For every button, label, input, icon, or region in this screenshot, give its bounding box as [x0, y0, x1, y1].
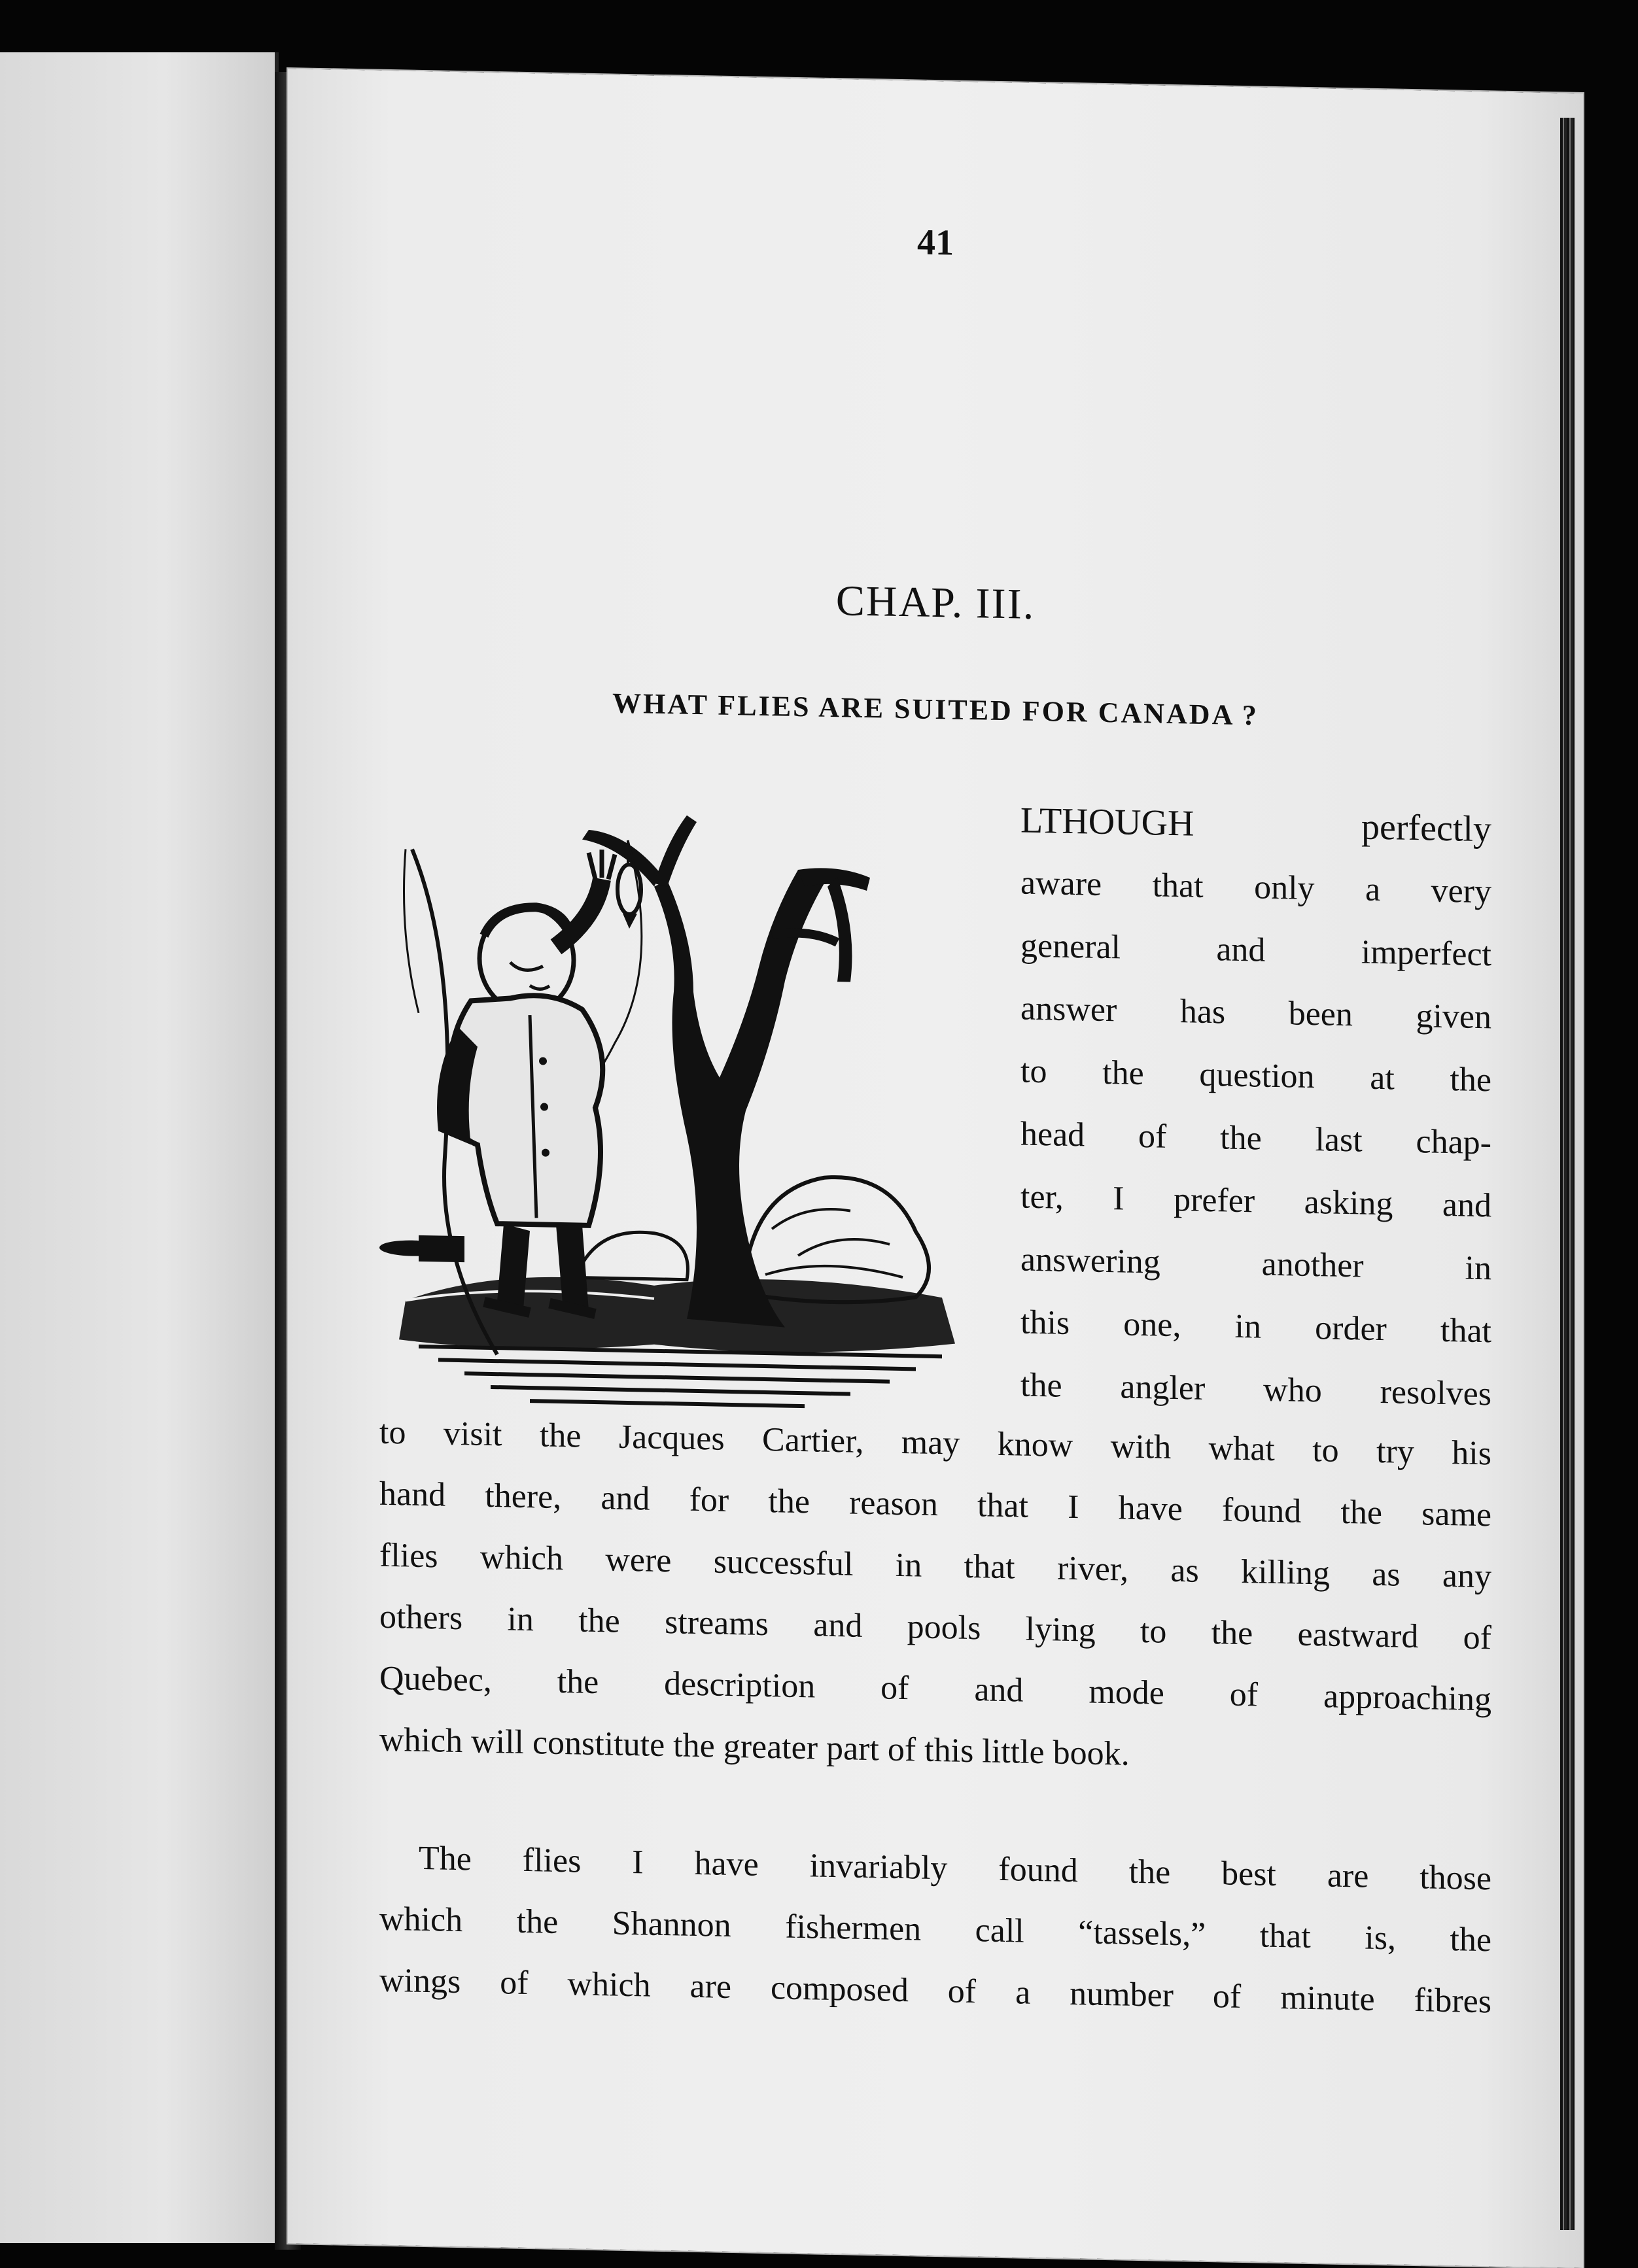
text-line: which the Shannon fishermen call “tassels,” that is, the — [379, 1900, 1491, 1959]
angler-woodcut-illustration — [379, 764, 994, 1469]
text-line: others in the streams and pools lying to the eastward of — [379, 1598, 1491, 1657]
second-paragraph — [379, 1827, 1491, 2033]
chapter-title: CHAP. III. — [835, 577, 1036, 628]
text-line: aware that only a very — [1020, 864, 1491, 911]
text-line: to visit the Jacques Cartier, may know with what to try his — [379, 1413, 1491, 1473]
text-line: which will constitute the greater part of this little book. — [379, 1721, 1130, 1773]
text-line: the angler who resolves — [1020, 1366, 1491, 1413]
text-line: general and imperfect — [1020, 927, 1491, 974]
text-line: to the question at the — [1020, 1052, 1491, 1099]
top-hat-icon — [379, 1235, 464, 1262]
text-line: hand there, and for the reason that I have found the same — [379, 1475, 1491, 1534]
body-paragraph-continuation — [379, 1402, 1491, 1793]
text-line: answer has been given — [1020, 989, 1491, 1037]
text-line: this one, in order that — [1020, 1303, 1491, 1350]
page-number: 41 — [917, 222, 954, 264]
text-line: wings of which are composed of a number of minute fibres — [379, 1961, 1491, 2021]
fisherman-figure-icon — [404, 846, 616, 1356]
text-line: Quebec, the description of and mode of approaching — [379, 1659, 1491, 1719]
wrapped-text-column — [1020, 789, 1491, 1426]
text-line: ter, I prefer asking and — [1020, 1178, 1491, 1225]
ground-icon — [399, 1272, 955, 1409]
chapter-subtitle: WHAT FLIES ARE SUITED FOR CANADA ? — [612, 687, 1259, 732]
text-line: answering another in — [1020, 1241, 1491, 1288]
text-line: head of the last chap- — [1020, 1115, 1491, 1162]
text-line: LTHOUGH perfectly — [1020, 800, 1491, 850]
text-line: The flies I have invariably found the best are those — [419, 1839, 1491, 1898]
previous-page-edge — [0, 52, 279, 2243]
page-content — [288, 69, 1583, 2268]
text-line: flies which were successful in that river, as killing as any — [379, 1536, 1491, 1596]
